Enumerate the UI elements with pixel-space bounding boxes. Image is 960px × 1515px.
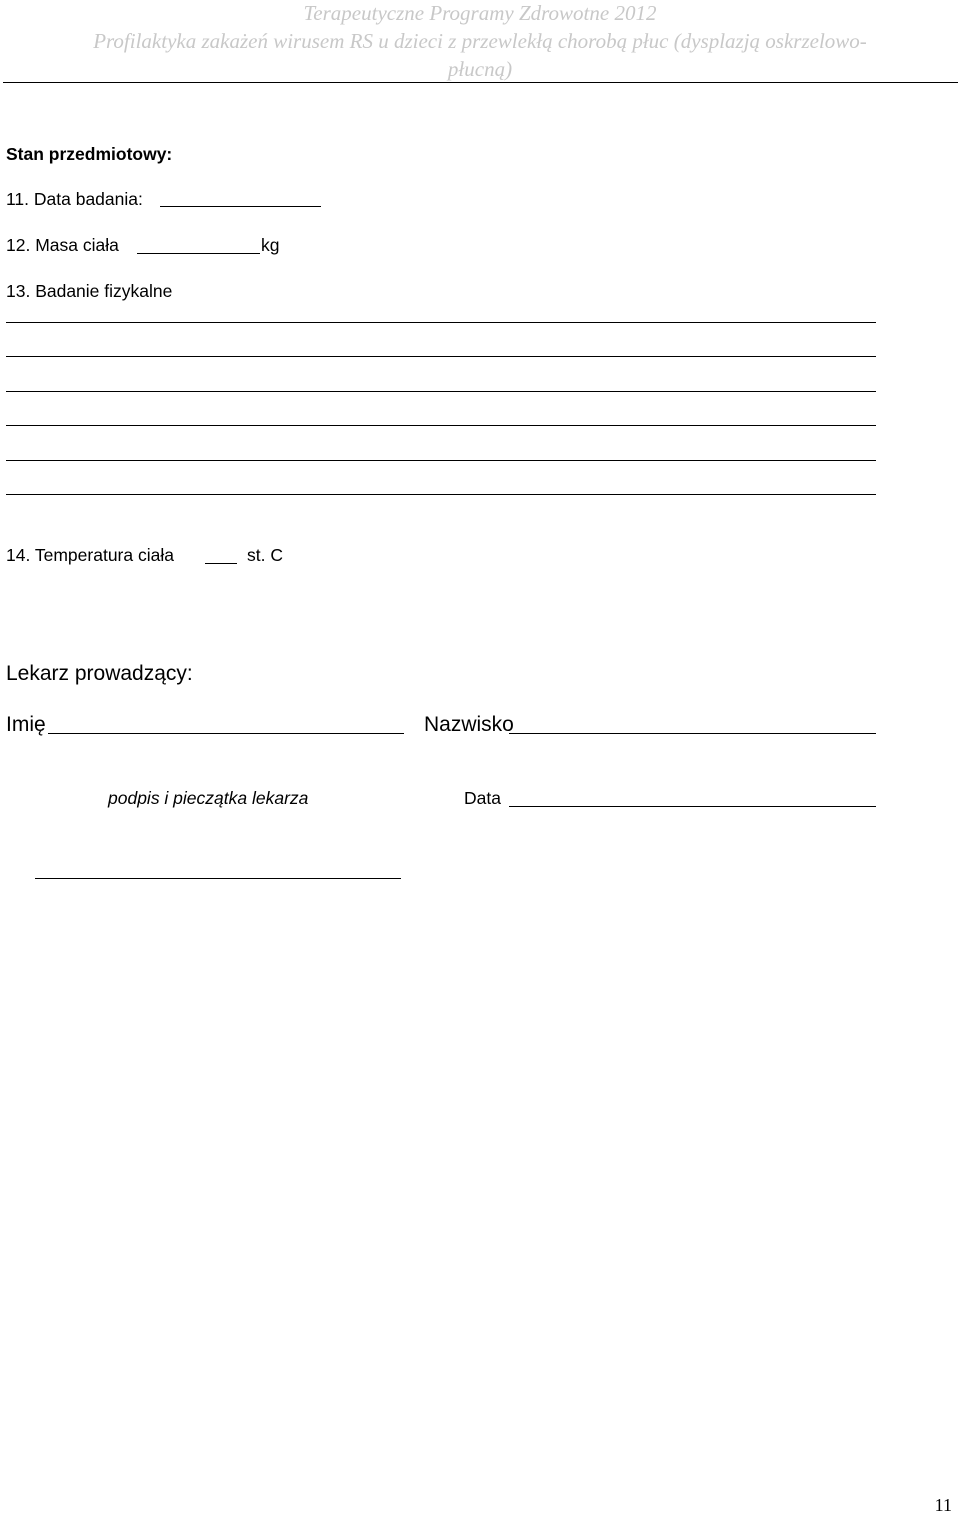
last-name-field[interactable] [509,733,876,734]
temperature-field[interactable] [205,563,237,564]
section-title-doctor: Lekarz prowadzący: [6,662,193,685]
weight-unit: kg [261,235,280,255]
physical-exam-line[interactable] [6,391,876,392]
first-name-label: Imię [6,713,46,736]
temperature-unit: st. C [247,545,283,565]
physical-exam-line[interactable] [6,356,876,357]
header-program-subtitle: Profilaktyka zakażeń wirusem RS u dzieci z przewlekłą chorobą płuc (dysplazją oskrzelowo- [93,29,867,53]
date-label: Data [464,788,501,808]
header-program-title: Terapeutyczne Programy Zdrowotne 2012 [303,1,657,25]
physical-exam-line[interactable] [6,322,876,323]
date-field[interactable] [509,806,876,807]
physical-exam-line[interactable] [6,425,876,426]
physical-exam-line[interactable] [6,494,876,495]
header-program-subtitle-continued: płucną) [447,57,513,81]
first-name-field[interactable] [48,733,404,734]
section-title-physical-state: Stan przedmiotowy: [6,144,173,164]
signature-label: podpis i pieczątka lekarza [108,788,309,808]
temperature-label: 14. Temperatura ciała [6,545,174,565]
physical-exam-label: 13. Badanie fizykalne [6,281,173,301]
exam-date-label: 11. Data badania: [6,189,143,209]
exam-date-field[interactable] [160,206,321,207]
signature-field[interactable] [35,878,401,879]
weight-field[interactable] [137,253,260,254]
page-number: 11 [934,1495,952,1515]
header-divider [3,82,958,83]
weight-label: 12. Masa ciała [6,235,119,255]
physical-exam-line[interactable] [6,460,876,461]
last-name-label: Nazwisko [424,713,514,736]
